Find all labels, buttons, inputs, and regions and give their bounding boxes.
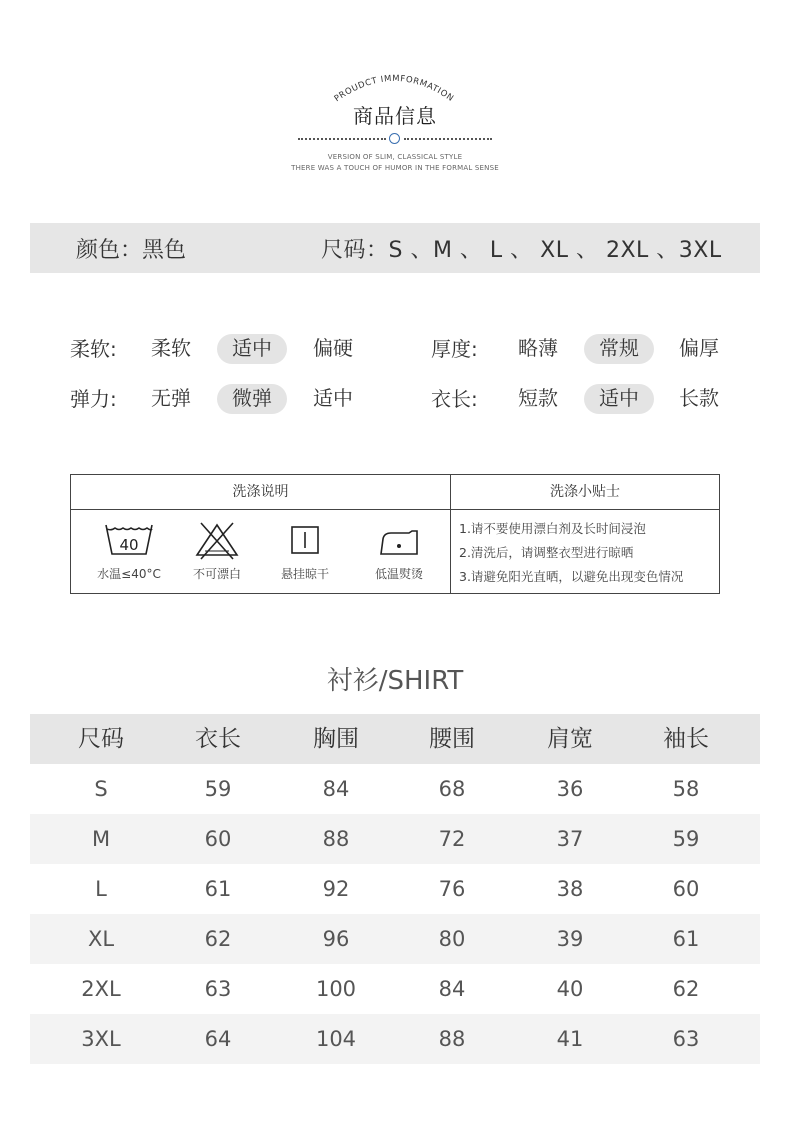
table-cell: 88 [438, 1027, 466, 1051]
table-cell: 76 [438, 877, 466, 901]
table-cell: 84 [438, 977, 466, 1001]
table-row [30, 864, 760, 914]
header-cell: 肩宽 [547, 726, 593, 752]
care-table [70, 474, 720, 594]
table-cell: 80 [438, 927, 466, 951]
table-cell: 72 [438, 827, 466, 851]
wash-tip: 3.请避免阳光直晒，以避免出现变色情况 [459, 569, 684, 584]
tagline-1: VERSION OF SLIM, CLASSICAL STYLE [327, 153, 463, 161]
table-cell: 68 [438, 777, 466, 801]
page-title: 商品信息 [353, 104, 437, 128]
header-cell: 衣长 [195, 726, 241, 752]
care-label: 不可漂白 [192, 567, 241, 581]
table-cell: 59 [672, 827, 700, 851]
table-cell: 96 [322, 927, 350, 951]
attr-label: 柔软: [70, 337, 117, 361]
table-cell: 38 [556, 877, 584, 901]
wash-40-icon [99, 521, 159, 561]
table-cell: 2XL [81, 977, 121, 1001]
table-cell: 63 [672, 1027, 700, 1051]
table-cell: M [91, 827, 111, 851]
table-cell: 3XL [81, 1027, 121, 1051]
low-iron-icon [369, 521, 429, 561]
header-cell: 胸围 [313, 726, 359, 752]
table-row [30, 814, 760, 864]
table-cell: 64 [204, 1027, 232, 1051]
wash-tip: 2.清洗后，请调整衣型进行晾晒 [459, 545, 634, 560]
table-cell: 62 [672, 977, 700, 1001]
wash-tips-title: 洗涤小贴士 [550, 484, 620, 500]
table-cell: 60 [672, 877, 700, 901]
attr-option: 柔软 [151, 336, 191, 360]
attr-label: 厚度: [431, 337, 478, 361]
wash-temp-number: 40 [119, 536, 139, 554]
product-info-header [0, 60, 790, 190]
attr-length [431, 384, 751, 414]
attr-thickness [431, 334, 751, 364]
table-row [30, 964, 760, 1014]
size-table-title: 衬衫/SHIRT [326, 666, 464, 696]
table-row [30, 1014, 760, 1064]
table-cell: 40 [556, 977, 584, 1001]
divider-dots-right [404, 138, 492, 140]
attr-option: 无弹 [151, 386, 191, 410]
table-cell: 36 [556, 777, 584, 801]
attr-option: 偏硬 [313, 336, 353, 360]
attr-label: 弹力: [70, 387, 117, 411]
table-row [30, 764, 760, 814]
attr-option: 长款 [679, 386, 719, 410]
attr-option: 略薄 [518, 336, 558, 360]
attr-elasticity [70, 384, 390, 414]
divider-dots-left [298, 138, 386, 140]
attr-option: 短款 [518, 386, 558, 410]
table-cell: 61 [672, 927, 700, 951]
care-label: 水温≤40°C [97, 567, 161, 581]
table-cell: L [95, 877, 107, 901]
hang-dry-icon [275, 521, 335, 561]
table-cell: 61 [204, 877, 232, 901]
care-label: 悬挂晾干 [280, 567, 329, 581]
attr-option-selected: 适中 [217, 334, 287, 364]
spec-bar [30, 223, 760, 273]
table-cell: 92 [322, 877, 350, 901]
attr-option-selected: 适中 [584, 384, 654, 414]
table-cell: 59 [204, 777, 232, 801]
attr-option: 偏厚 [679, 336, 719, 360]
table-cell: 88 [322, 827, 350, 851]
header-cell: 尺码 [78, 726, 124, 752]
color-spec: 颜色：黑色 [76, 238, 187, 263]
table-cell: 100 [315, 977, 357, 1001]
header-cell: 腰围 [429, 726, 475, 752]
table-cell: 37 [556, 827, 584, 851]
circle-icon [389, 133, 400, 144]
table-cell: 84 [322, 777, 350, 801]
table-cell: 62 [204, 927, 232, 951]
attr-option: 适中 [313, 386, 353, 410]
header-cell: 袖长 [663, 726, 709, 752]
table-cell: S [94, 777, 108, 801]
table-cell: 63 [204, 977, 232, 1001]
arc-text: PROUDCT IMMFORMATION [332, 73, 456, 105]
attr-option-selected: 微弹 [217, 384, 287, 414]
table-cell: 104 [315, 1027, 357, 1051]
wash-tip: 1.请不要使用漂白剂及长时间浸泡 [459, 521, 646, 536]
table-cell: XL [87, 927, 115, 951]
attr-softness [70, 334, 390, 364]
attr-option-selected: 常规 [584, 334, 654, 364]
table-cell: 39 [556, 927, 584, 951]
size-spec: 尺码：S 、M 、 L 、 XL 、 2XL 、3XL [321, 238, 722, 263]
table-row [30, 914, 760, 964]
care-label: 低温熨烫 [374, 567, 423, 581]
table-cell: 60 [204, 827, 232, 851]
size-table-header [30, 714, 760, 764]
table-cell: 58 [672, 777, 700, 801]
no-bleach-icon [187, 521, 247, 561]
attr-label: 衣长: [431, 387, 478, 411]
tagline-2: THERE WAS A TOUCH OF HUMOR IN THE FORMAL SENSE [291, 164, 499, 172]
care-divider-horizontal [71, 509, 719, 510]
table-cell: 41 [556, 1027, 584, 1051]
wash-instructions-title: 洗涤说明 [232, 484, 289, 500]
